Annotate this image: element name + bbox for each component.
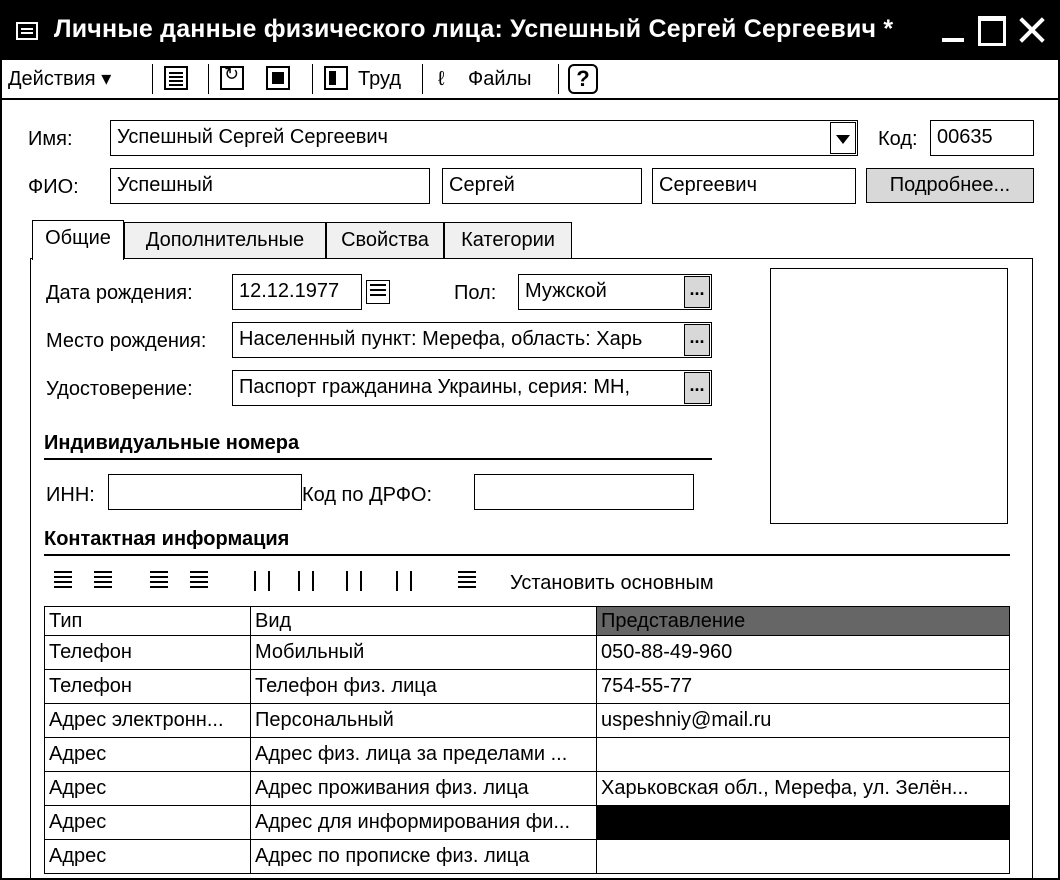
- refresh-list-icon[interactable]: [456, 568, 478, 592]
- birth-date-label: Дата рождения:: [46, 282, 193, 304]
- cell-type[interactable]: Телефон: [45, 670, 251, 704]
- details-button[interactable]: Подробнее...: [866, 168, 1034, 203]
- form-icon[interactable]: [16, 22, 38, 40]
- clear-filter-icon[interactable]: [390, 568, 412, 592]
- set-main-button[interactable]: Установить основным: [510, 572, 714, 594]
- inn-input[interactable]: [108, 474, 302, 510]
- contact-info-title: Контактная информация: [44, 528, 290, 550]
- toolbar-separator: [422, 64, 423, 94]
- table-row[interactable]: [45, 738, 1010, 772]
- inn-label: ИНН:: [46, 484, 95, 506]
- table-row[interactable]: [45, 670, 1010, 704]
- contacts-table: [44, 606, 1010, 874]
- paperclip-icon[interactable]: ℓ: [438, 68, 445, 90]
- add-row-icon[interactable]: [52, 568, 74, 592]
- maximize-button[interactable]: [974, 12, 1010, 48]
- toolbar-separator: [312, 64, 313, 94]
- last-name-input[interactable]: Успешный: [110, 168, 430, 204]
- name-dropdown-button[interactable]: [830, 122, 856, 154]
- id-doc-select-button[interactable]: ...: [684, 372, 710, 404]
- toolbar-separator: [152, 64, 153, 94]
- drfo-input[interactable]: [474, 474, 694, 510]
- table-header-row: [45, 607, 1010, 636]
- tab-properties[interactable]: Свойства: [326, 222, 444, 258]
- tab-additional[interactable]: Дополнительные: [124, 222, 326, 258]
- actions-menu[interactable]: Действия ▾: [8, 68, 112, 90]
- save-and-close-icon[interactable]: [164, 66, 188, 90]
- code-input[interactable]: 00635: [930, 120, 1034, 156]
- filter-history-icon[interactable]: [340, 568, 362, 592]
- section-divider: [44, 554, 1010, 556]
- cell-type[interactable]: Адрес: [45, 840, 251, 874]
- fio-label: ФИО:: [28, 176, 79, 198]
- cell-kind[interactable]: Персональный: [251, 704, 597, 738]
- files-button[interactable]: Файлы: [468, 68, 532, 90]
- window-title: Личные данные физического лица: Успешный Сергей Сергеевич *: [54, 15, 894, 43]
- name-input[interactable]: Успешный Сергей Сергеевич: [110, 120, 858, 156]
- cell-type[interactable]: Адрес: [45, 738, 251, 772]
- first-name-input[interactable]: Сергей: [442, 168, 642, 204]
- cell-kind[interactable]: Адрес по прописке физ. лица: [251, 840, 597, 874]
- cell-representation[interactable]: uspeshniy@mail.ru: [597, 704, 1010, 738]
- birth-place-label: Место рождения:: [46, 330, 207, 352]
- birth-place-input[interactable]: Населенный пункт: Мерефа, область: Харь: [232, 322, 712, 358]
- cell-kind[interactable]: Адрес физ. лица за пределами ...: [251, 738, 597, 772]
- tab-categories[interactable]: Категории: [444, 222, 572, 258]
- filter-by-value-icon[interactable]: [292, 568, 314, 592]
- cell-type[interactable]: Адрес электронн...: [45, 704, 251, 738]
- drfo-label: Код по ДРФО:: [302, 484, 433, 506]
- copy-row-icon[interactable]: [92, 568, 114, 592]
- gender-label: Пол:: [454, 282, 497, 304]
- toolbar-separator: [558, 64, 559, 94]
- middle-name-input[interactable]: Сергеевич: [652, 168, 856, 204]
- gender-select-button[interactable]: ...: [684, 276, 710, 308]
- actions-label: Действия: [8, 68, 96, 90]
- toolbar: [2, 60, 1058, 100]
- table-row[interactable]: [45, 772, 1010, 806]
- cell-type[interactable]: Адрес: [45, 772, 251, 806]
- cell-representation[interactable]: 050-88-49-960: [597, 636, 1010, 670]
- toolbar-separator: [208, 64, 209, 94]
- tab-general[interactable]: Общие: [32, 220, 124, 260]
- cell-representation[interactable]: Харьковская обл., Мерефа, ул. Зелён...: [597, 772, 1010, 806]
- cell-type[interactable]: Адрес: [45, 806, 251, 840]
- cell-kind[interactable]: Адрес для информирования фи...: [251, 806, 597, 840]
- edit-row-icon[interactable]: [148, 568, 170, 592]
- delete-row-icon[interactable]: [188, 568, 210, 592]
- code-label: Код:: [878, 128, 918, 150]
- birth-date-input[interactable]: 12.12.1977: [232, 274, 362, 310]
- column-header-type[interactable]: Тип: [45, 607, 251, 636]
- help-button[interactable]: ?: [568, 64, 598, 94]
- minimize-button[interactable]: [936, 12, 972, 48]
- gender-input[interactable]: Мужской: [518, 274, 712, 310]
- table-row[interactable]: [45, 840, 1010, 874]
- table-row[interactable]: [45, 704, 1010, 738]
- table-row[interactable]: [45, 636, 1010, 670]
- column-header-representation[interactable]: Представление: [597, 607, 1010, 636]
- cell-type[interactable]: Телефон: [45, 636, 251, 670]
- cell-representation[interactable]: [597, 738, 1010, 772]
- section-divider: [44, 458, 712, 460]
- column-header-kind[interactable]: Вид: [251, 607, 597, 636]
- cell-representation[interactable]: 754-55-77: [597, 670, 1010, 704]
- refresh-icon[interactable]: [220, 66, 244, 90]
- name-label: Имя:: [28, 128, 73, 150]
- work-button[interactable]: Труд: [358, 68, 401, 90]
- work-icon[interactable]: [324, 66, 348, 90]
- cell-representation[interactable]: [597, 840, 1010, 874]
- id-doc-input[interactable]: Паспорт гражданина Украины, серия: МН,: [232, 370, 712, 406]
- birth-place-select-button[interactable]: ...: [684, 324, 710, 356]
- photo-frame[interactable]: [770, 268, 1008, 524]
- cell-representation-active[interactable]: [597, 806, 1010, 840]
- calendar-icon[interactable]: [366, 280, 390, 304]
- id-doc-label: Удостоверение:: [46, 378, 193, 400]
- individual-numbers-title: Индивидуальные номера: [44, 432, 300, 454]
- cell-kind[interactable]: Мобильный: [251, 636, 597, 670]
- cell-kind[interactable]: Адрес проживания физ. лица: [251, 772, 597, 806]
- table-row-selected[interactable]: [45, 806, 1010, 840]
- title-bar: [2, 2, 1058, 60]
- filter-icon[interactable]: [248, 568, 270, 592]
- cell-kind[interactable]: Телефон физ. лица: [251, 670, 597, 704]
- go-to-icon[interactable]: [266, 66, 290, 90]
- close-button[interactable]: [1014, 12, 1050, 48]
